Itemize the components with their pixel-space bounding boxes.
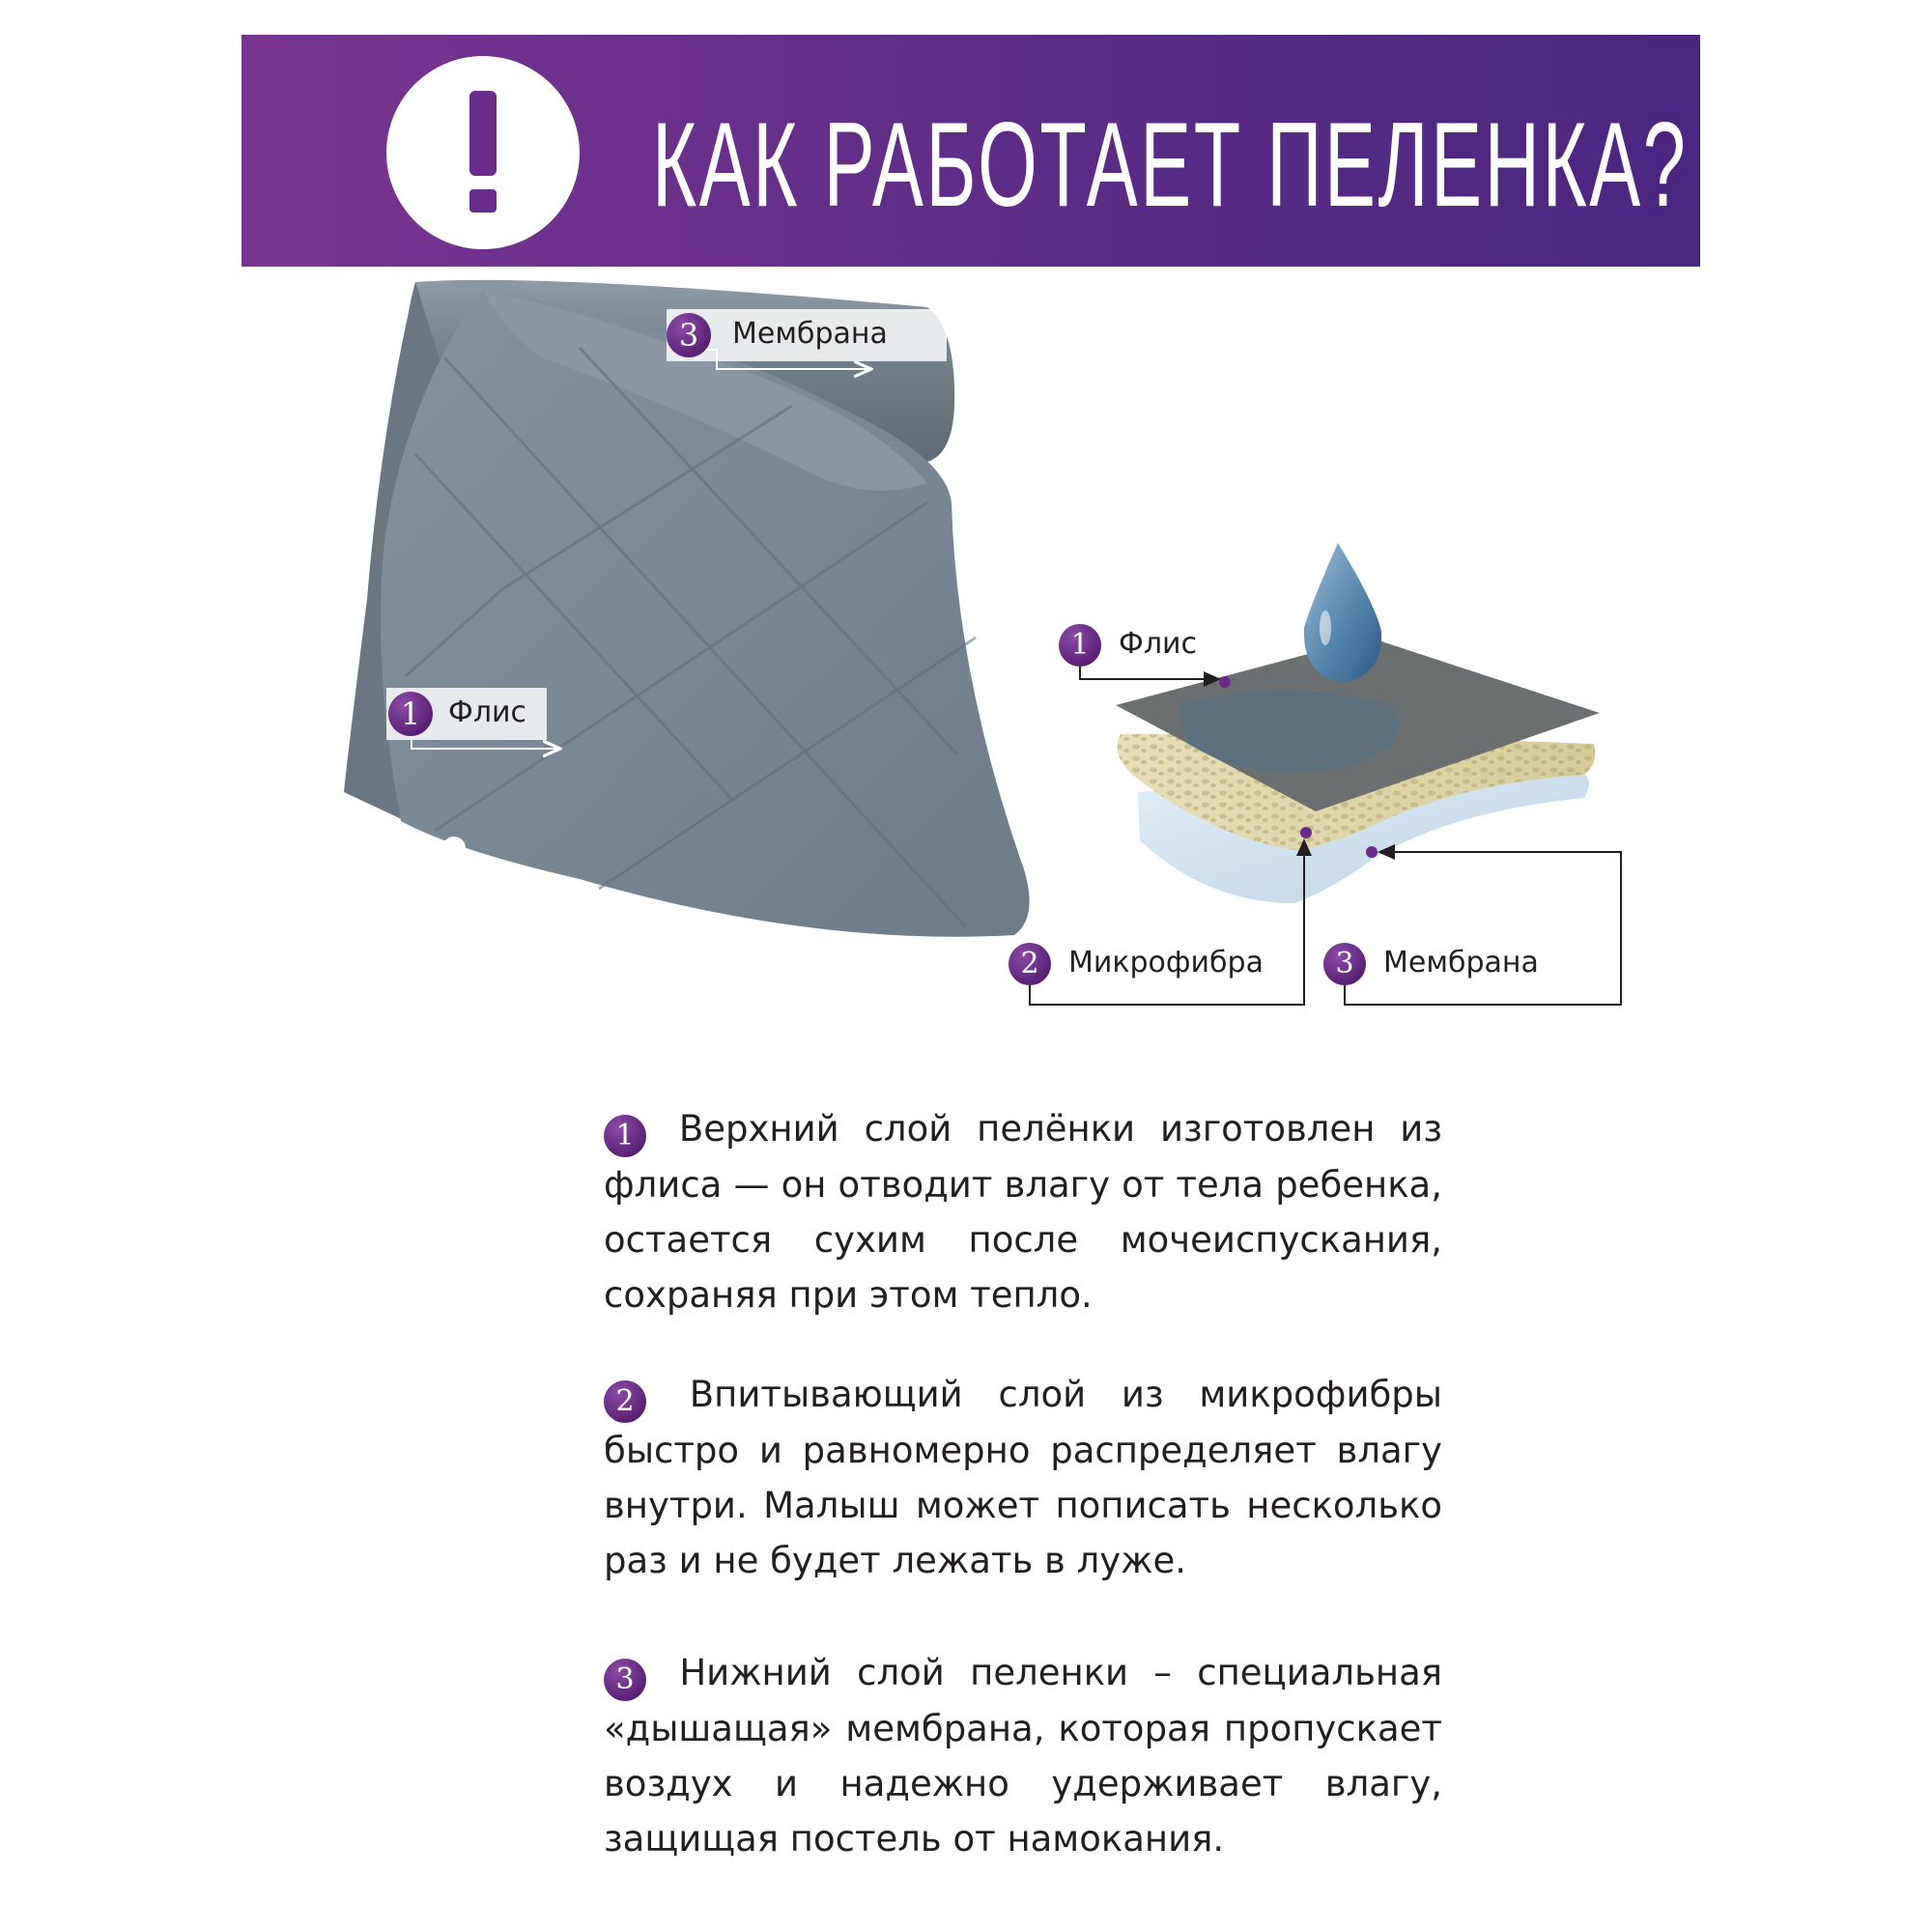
number-badge: 1 bbox=[388, 692, 433, 736]
number-badge: 2 bbox=[604, 1380, 646, 1423]
number-badge: 2 bbox=[1009, 943, 1051, 985]
number-badge: 3 bbox=[1323, 943, 1366, 985]
number-badge: 3 bbox=[667, 313, 711, 357]
layers-diagram bbox=[1116, 543, 1600, 903]
photo-callout-label: Флис bbox=[448, 696, 526, 729]
photo-callout-membrane bbox=[667, 309, 947, 361]
number-badge: 3 bbox=[604, 1659, 646, 1701]
description-text: Нижний слой пеленки – специальная «дышащая» мембрана, которая пропускает воздух и надежно удерживает влагу, защищая постель от намокания. bbox=[604, 1652, 1443, 1860]
description-text: Впитывающий слой из микрофибры быстро и равномерно распределяет влагу внутри. Малыш может пописать несколько раз и не будет лежать в луже. bbox=[604, 1374, 1443, 1581]
photo-callout-label: Мембрана bbox=[732, 317, 888, 351]
diagram-label-microfibre: Микрофибра bbox=[1068, 946, 1264, 980]
leader-fleece bbox=[1080, 665, 1219, 679]
blanket-photo bbox=[344, 280, 1030, 937]
leader-membrane bbox=[1345, 852, 1621, 1005]
description-fleece bbox=[604, 1101, 1442, 1322]
photo-callout-fleece bbox=[386, 688, 547, 740]
description-text: Верхний слой пелёнки изготовлен из флиса — он отводит влагу от тела ребенка, остается сухим после мочеиспускания, сохраняя при этом тепло. bbox=[604, 1108, 1442, 1316]
diagram-label-fleece: Флис bbox=[1119, 627, 1197, 661]
number-badge: 1 bbox=[604, 1115, 646, 1157]
page-title: КАК РАБОТАЕТ ПЕЛЕНКА? bbox=[652, 99, 1689, 232]
number-badge: 1 bbox=[1059, 624, 1101, 667]
description-membrane bbox=[604, 1645, 1442, 1866]
description-microfibre bbox=[604, 1367, 1442, 1588]
diagram-label-membrane: Мембрана bbox=[1383, 946, 1539, 980]
